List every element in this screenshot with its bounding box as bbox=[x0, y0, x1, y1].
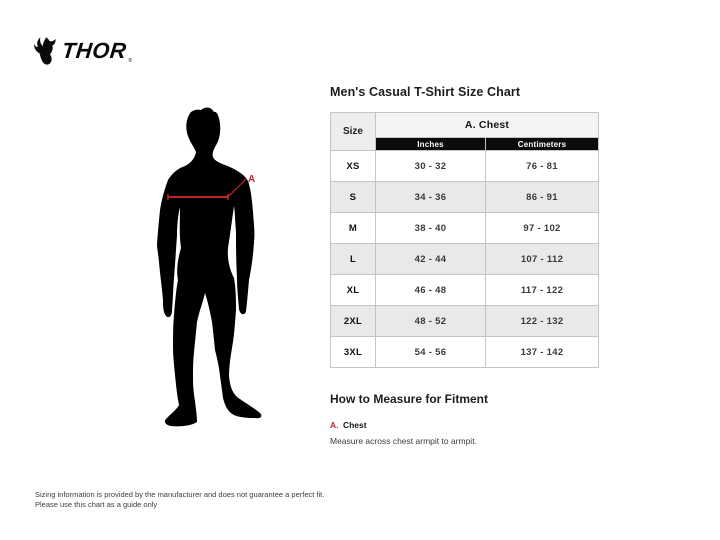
thor-goat-head-icon bbox=[34, 36, 58, 66]
disclaimer bbox=[35, 490, 324, 510]
measure-item-chest bbox=[330, 415, 598, 446]
size-table-body bbox=[331, 151, 599, 368]
size-cell: XL bbox=[331, 275, 376, 306]
thor-logo bbox=[34, 36, 132, 66]
male-silhouette-svg bbox=[135, 100, 315, 435]
size-chart-table bbox=[330, 112, 599, 368]
table-header-row bbox=[331, 113, 599, 138]
size-chart-panel bbox=[330, 85, 598, 446]
measurement-label-a: A bbox=[248, 174, 256, 185]
centimeters-cell: 97 - 102 bbox=[486, 213, 599, 244]
table-row bbox=[331, 275, 599, 306]
size-cell: S bbox=[331, 182, 376, 213]
table-row bbox=[331, 337, 599, 368]
size-cell: XS bbox=[331, 151, 376, 182]
centimeters-cell: 117 - 122 bbox=[486, 275, 599, 306]
thor-logo-text: THOR bbox=[60, 38, 128, 63]
measure-guide-heading: How to Measure for Fitment bbox=[330, 392, 489, 406]
centimeters-cell: 137 - 142 bbox=[486, 337, 599, 368]
inches-column-header: Inches bbox=[376, 138, 486, 151]
male-silhouette bbox=[157, 108, 261, 427]
body-silhouette-figure bbox=[135, 100, 315, 435]
size-cell: 2XL bbox=[331, 306, 376, 337]
table-row bbox=[331, 244, 599, 275]
centimeters-cell: 122 - 132 bbox=[486, 306, 599, 337]
centimeters-cell: 86 - 91 bbox=[486, 182, 599, 213]
inches-cell: 42 - 44 bbox=[376, 244, 486, 275]
inches-cell: 30 - 32 bbox=[376, 151, 486, 182]
table-row bbox=[331, 182, 599, 213]
disclaimer-line1: Sizing information is provided by the manufacturer and does not guarantee a perfect fit. bbox=[35, 490, 325, 499]
centimeters-column-header: Centimeters bbox=[486, 138, 599, 151]
chart-title: Men's Casual T-Shirt Size Chart bbox=[330, 85, 521, 99]
inches-cell: 34 - 36 bbox=[376, 182, 486, 213]
chest-group-header: A. Chest bbox=[376, 113, 599, 138]
table-row bbox=[331, 213, 599, 244]
inches-cell: 38 - 40 bbox=[376, 213, 486, 244]
centimeters-cell: 76 - 81 bbox=[486, 151, 599, 182]
measure-key: A. bbox=[330, 420, 339, 430]
size-cell: L bbox=[331, 244, 376, 275]
centimeters-cell: 107 - 112 bbox=[486, 244, 599, 275]
registered-mark: ® bbox=[128, 58, 133, 64]
size-cell: 3XL bbox=[331, 337, 376, 368]
measure-label: Chest bbox=[342, 420, 367, 430]
table-row bbox=[331, 151, 599, 182]
inches-cell: 54 - 56 bbox=[376, 337, 486, 368]
size-cell: M bbox=[331, 213, 376, 244]
table-row bbox=[331, 306, 599, 337]
size-column-header: Size bbox=[331, 113, 376, 151]
measure-description: Measure across chest armpit to armpit. bbox=[330, 436, 477, 446]
inches-cell: 46 - 48 bbox=[376, 275, 486, 306]
inches-cell: 48 - 52 bbox=[376, 306, 486, 337]
measure-item-title bbox=[330, 415, 598, 433]
disclaimer-line2: Please use this chart as a guide only bbox=[35, 499, 158, 509]
